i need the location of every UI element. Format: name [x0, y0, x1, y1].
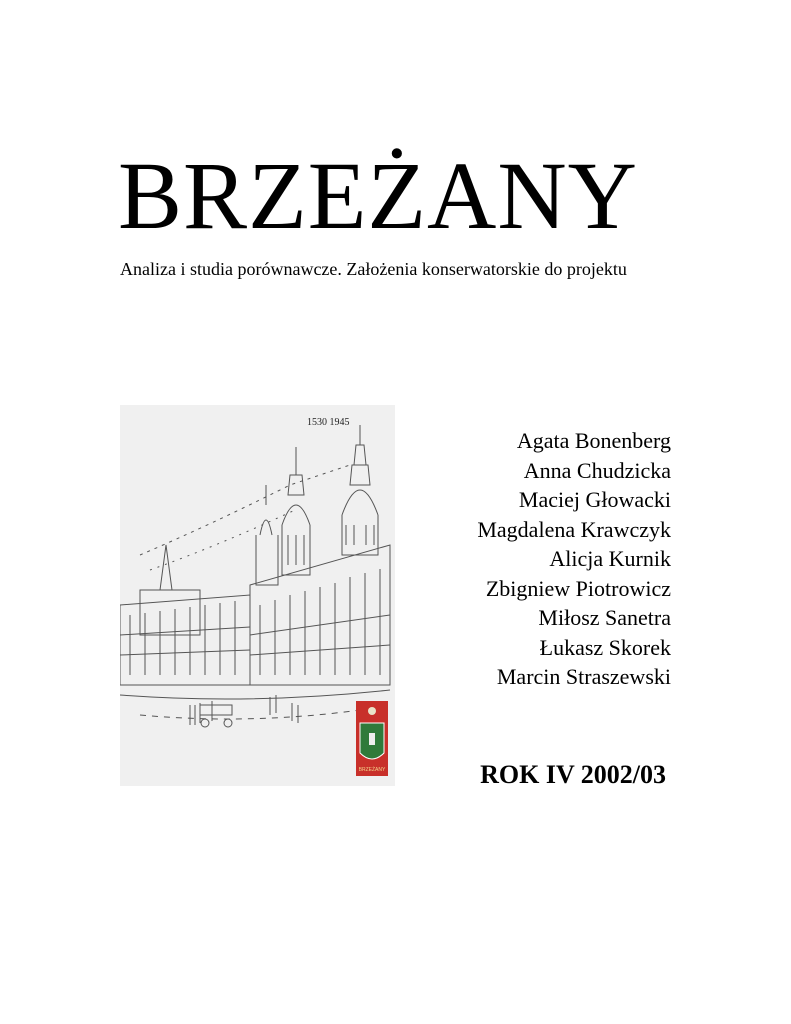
cover-subtitle: Analiza i studia porównawcze. Założenia konserwatorskie do projektu — [120, 259, 627, 279]
author-name: Anna Chudzicka — [523, 457, 671, 483]
coat-of-arms-emblem — [356, 701, 388, 776]
town-sketch-illustration — [120, 405, 395, 786]
academic-year: ROK IV 2002/03 — [480, 760, 666, 789]
author-name: Marcin Straszewski — [496, 664, 671, 689]
author-name: Zbigniew Piotrowicz — [485, 575, 671, 601]
author-name: Miłosz Sanetra — [538, 605, 671, 630]
svg-text:BRZEŻANY: BRZEŻANY — [358, 767, 386, 773]
author-list — [477, 426, 671, 692]
author-name: Agata Bonenberg — [516, 428, 671, 453]
author-name: Łukasz Skorek — [539, 634, 671, 660]
illustration-date-label: 1530 1945 — [307, 417, 350, 428]
author-name: Alicja Kurnik — [549, 546, 671, 571]
author-name: Maciej Głowacki — [518, 487, 671, 512]
cover-title: BRZEŻANY — [118, 142, 638, 249]
author-name: Magdalena Krawczyk — [477, 516, 671, 542]
